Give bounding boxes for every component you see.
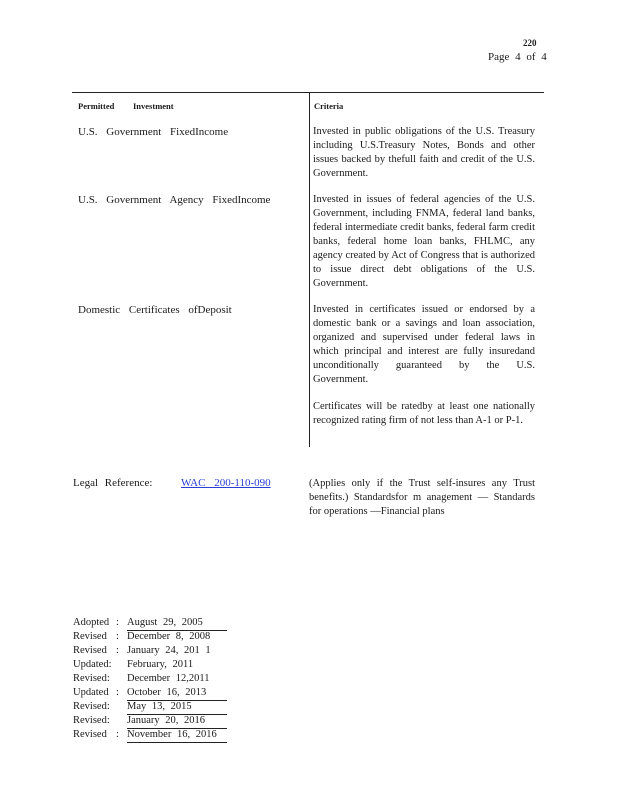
criteria-agency: Invested in issues of federal agencies of the U.S. Government, including FNMA, federal land banks, federal intermediate credit banks, federal farm credit banks, federal home loan banks, FHLMC, any agency created by Act of Congress that is authorized to issue direct debt obligations of the U.S. Government. (313, 194, 535, 289)
history-label: Revised (73, 729, 107, 740)
history-label: Revised (73, 631, 107, 642)
history-separator: : (116, 631, 119, 642)
history-label: Revised: (73, 673, 110, 684)
history-date: December 8, 2008 (127, 631, 211, 642)
history-date: February, 2011 (127, 659, 194, 670)
history-date: January 24, 201 1 (127, 645, 211, 656)
history-separator: : (116, 687, 119, 698)
legal-reference-note: (Applies only if the Trust self-insures any Trust benefits.) Standardsfor m anagement — Standards for operations —Financial plans (309, 478, 535, 517)
criteria-certificates-rating: Certificates will be ratedby at least one nationally recognized rating firm of not less than A-1 or P-1. (313, 401, 535, 426)
investment-type-certificates: Domestic Certificates ofDeposit (78, 304, 232, 316)
document-number: 220 (523, 38, 537, 48)
history-label: Revised: (73, 701, 110, 712)
history-label: Revised: (73, 715, 110, 726)
investment-type-agency: U.S. Government Agency FixedIncome (78, 194, 271, 206)
column-header-criteria: Criteria (314, 101, 344, 111)
history-date: August 29, 2005 (127, 616, 227, 631)
history-date: November 16, 2016 (127, 728, 227, 743)
criteria-certificates: Invested in certificates issued or endorsed by a domestic bank or a savings and loan association, organized and supervised under federal laws in which principal and interest are fully insuredand unconditionally guaranteed by the U.S. Government. (313, 304, 535, 385)
column-divider (309, 93, 310, 447)
legal-reference-link[interactable]: WAC 200-110-090 (181, 477, 271, 489)
history-label: Revised (73, 645, 107, 656)
history-separator: : (116, 729, 119, 740)
history-separator: : (116, 617, 119, 628)
page-indicator: Page 4 of 4 (488, 51, 547, 63)
history-label: Adopted (73, 617, 110, 628)
column-header-permitted: Permitted (78, 101, 115, 111)
table-top-rule (72, 92, 544, 93)
history-label: Updated (73, 687, 109, 698)
history-date: January 20, 2016 (127, 714, 227, 729)
criteria-treasury: Invested in public obligations of the U.S. Treasury including U.S.Treasury Notes, Bonds and other issues backed by thefull faith and credit of the U.S. Government. (313, 126, 535, 179)
column-header-investment: Investment (133, 101, 174, 111)
investment-type-treasury: U.S. Government FixedIncome (78, 126, 229, 138)
legal-reference-label: Legal Reference: (73, 477, 153, 489)
history-date: October 16, 2013 (127, 686, 227, 701)
history-date: May 13, 2015 (127, 700, 227, 715)
history-label: Updated: (73, 659, 112, 670)
history-separator: : (116, 645, 119, 656)
history-date: December 12,2011 (127, 673, 210, 684)
